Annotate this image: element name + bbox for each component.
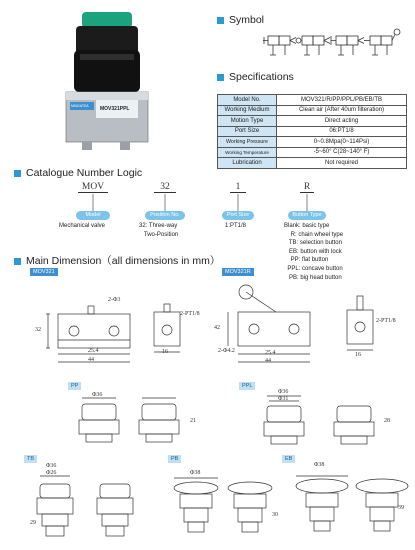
desc-model: Mechanical valve [59,223,106,229]
code-model: MOV [78,182,108,193]
dim-ppl-phi31: Φ31 [278,396,289,402]
code-button: R [300,182,314,193]
spec-value: Direct acting [277,116,407,127]
photo-model-label: MOV321PPL [100,106,130,112]
code-port: 1 [230,182,246,193]
pb-drawings [168,470,278,545]
desc-position: 32: Three-way Two-Position [139,223,179,238]
label-button-type: Button Type [288,211,326,220]
photo-brand-label: NINGATEA [71,104,89,108]
spec-value: 0~0.8Mpa(0~114Psi) [277,137,407,148]
dim-mov321-phi3: 2-Φ3 [108,297,121,303]
tb-drawings [24,470,144,545]
spec-key: Motion Type [218,116,277,127]
label-pb: PB [168,455,181,463]
dim-pp-d21: 21 [190,418,196,424]
label-position: Position No. [145,211,185,220]
spec-value: -5~60° C(28~140° F) [277,147,407,158]
dim-mov321-pt: 2-PT1/8 [180,311,200,317]
label-mov321: MOV321 [30,268,58,276]
spec-key: Working Pressure [218,137,277,148]
mov321-side-drawing [150,300,190,360]
dim-ppl-phi36: Φ36 [278,389,289,395]
dim-eb-phi38: Φ38 [314,462,325,468]
specifications-title: Specifications [229,71,294,83]
dim-mov321r-d16: 16 [355,352,361,358]
dim-mov321-d32: 32 [35,327,41,333]
dim-mov321r-d254: 25.4 [265,350,276,356]
pp-drawings [70,390,200,450]
mov321r-side-drawing [343,296,383,360]
eb-drawings [290,470,410,545]
dim-mov321r-d42: 42 [214,325,220,331]
dim-mov321r-phi42: 2-Φ4.2 [218,348,235,354]
spec-key: Working Medium [218,105,277,116]
spec-value: Clean air (After 40um filteration) [277,105,407,116]
desc-button-type: Blank: basic type R: chain wheel type TB: selection button EB: button with lock PP: flat button PPL: concave button PB: big head button [284,223,344,281]
dim-pb-phi38: Φ38 [190,470,201,476]
dim-mov321r-d44: 44 [265,358,271,364]
label-tb: TB [24,455,37,463]
dim-tb-d29: 29 [30,520,36,526]
dim-ppl-d28: 28 [384,418,390,424]
label-mov321r: MOV321R [222,268,254,276]
label-eb: EB [282,455,295,463]
dim-mov321-d16: 16 [162,349,168,355]
spec-key: Working Temperature [218,147,277,158]
spec-value: Not required [277,158,407,169]
ppl-drawings [255,390,395,452]
dim-pb-d30: 30 [272,512,278,518]
dim-mov321r-pt: 2-PT1/8 [376,318,396,324]
spec-key: Port Size [218,126,277,137]
section-square-icon [14,258,21,265]
spec-key: Model No. [218,95,277,106]
dim-mov321-d44: 44 [88,357,94,363]
dimension-heading [14,253,220,268]
label-model: Model [76,211,110,220]
desc-port-size: 1:PT1/8 [225,223,247,229]
spec-value: MOV321/R/PP/PPL/PB/EB/TB [277,95,407,106]
dimension-title: Main Dimension（all dimensions in mm） [26,255,221,267]
label-pp: PP [68,382,81,390]
code-position: 32 [154,182,176,193]
catalogue-title: Catalogue Number Logic [26,167,143,179]
catalogue-connector-lines [0,0,415,230]
dim-mov321-d254: 25.4 [88,348,99,354]
dim-eb-d39: 39 [398,505,404,511]
spec-value: 06:PT1/8 [277,126,407,137]
symbol-title: Symbol [229,14,265,26]
dim-tb-phi26: Φ26 [46,470,57,476]
dim-pp-phi36: Φ36 [92,392,103,398]
dim-tb-phi36: Φ36 [46,463,57,469]
label-port-size: Port Size [222,211,254,220]
label-ppl: PPL [239,382,255,390]
spec-key: Lubrication [218,158,277,169]
